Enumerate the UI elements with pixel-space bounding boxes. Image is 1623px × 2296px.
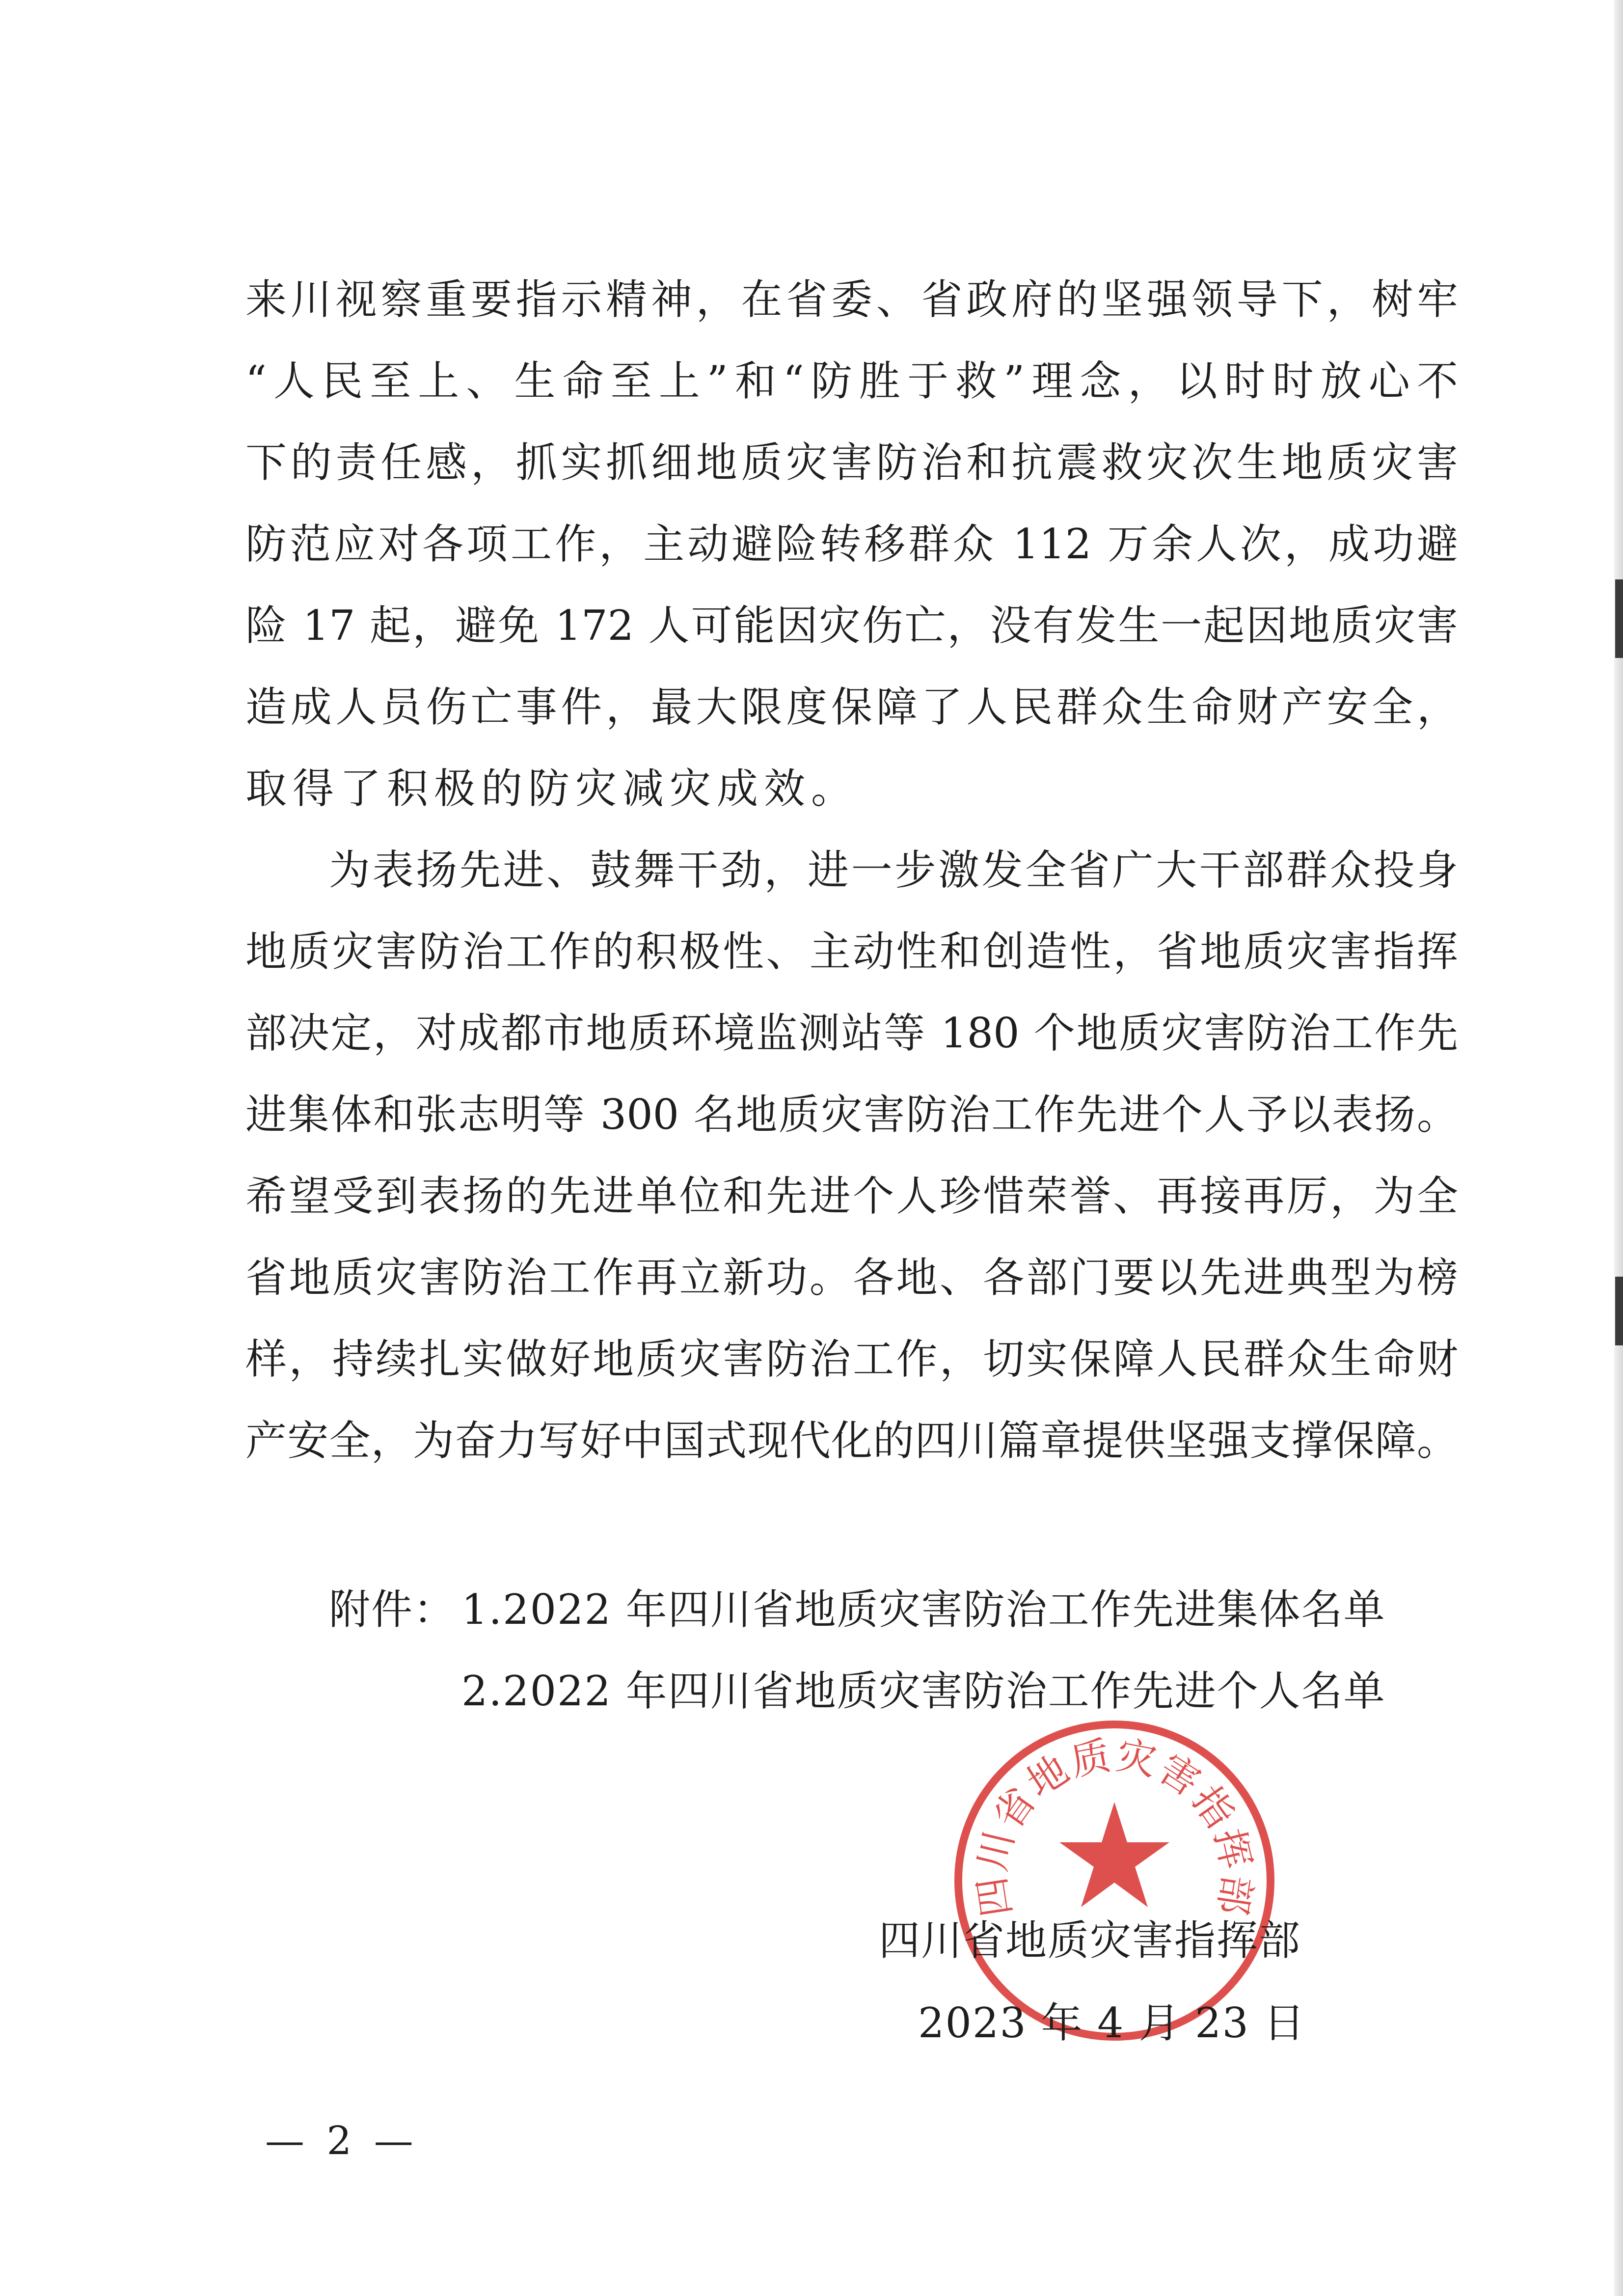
- page-number: — 2 —: [265, 2118, 418, 2163]
- body-line: 造成人员伤亡事件，最大限度保障了人民群众生命财产安全，: [245, 683, 1458, 731]
- seal-text: 四川省地质灾害指挥部: [969, 1732, 1260, 1920]
- seal-star-icon: [1059, 1802, 1169, 1907]
- scan-edge-mark: [1615, 1277, 1623, 1345]
- body-line: 险 17 起，避免 172 人可能因灾伤亡，没有发生一起因地质灾害: [245, 601, 1458, 650]
- body-line: “人民至上、生命至上”和“防胜于救”理念，以时时放心不: [245, 357, 1458, 405]
- body-line: 地质灾害防治工作的积极性、主动性和创造性，省地质灾害指挥: [245, 928, 1458, 976]
- scan-edge-mark: [1615, 579, 1623, 658]
- signing-organization: 四川省地质灾害指挥部: [879, 1916, 1301, 1965]
- body-line: 样，持续扎实做好地质灾害防治工作，切实保障人民群众生命财: [245, 1335, 1458, 1383]
- body-line: 进集体和张志明等 300 名地质灾害防治工作先进个人予以表扬。: [245, 1091, 1458, 1139]
- body-line: 希望受到表扬的先进单位和先进个人珍惜荣誉、再接再厉，为全: [245, 1172, 1458, 1220]
- attachment-item: 2.2022 年四川省地质灾害防治工作先进个人名单: [461, 1667, 1386, 1715]
- attachments-label: 附件：: [329, 1585, 456, 1634]
- scan-page-edge: [1614, 0, 1623, 2296]
- official-seal: [947, 1714, 1281, 2048]
- attachment-item: 1.2022 年四川省地质灾害防治工作先进集体名单: [461, 1585, 1386, 1634]
- body-line: 为表扬先进、鼓舞干劲，进一步激发全省广大干部群众投身: [329, 846, 1458, 894]
- body-line: 产安全，为奋力写好中国式现代化的四川篇章提供坚强支撑保障。: [245, 1417, 1458, 1465]
- body-line: 防范应对各项工作，主动避险转移群众 112 万余人次，成功避: [245, 520, 1458, 568]
- body-line: 来川视察重要指示精神，在省委、省政府的坚强领导下，树牢: [245, 275, 1458, 324]
- signing-date: 2023 年 4 月 23 日: [918, 1999, 1306, 2047]
- body-line: 下的责任感，抓实抓细地质灾害防治和抗震救灾次生地质灾害: [245, 438, 1458, 487]
- body-line: 部决定，对成都市地质环境监测站等 180 个地质灾害防治工作先: [245, 1009, 1458, 1057]
- body-line: 取得了积极的防灾减灾成效。: [245, 765, 859, 813]
- body-line: 省地质灾害防治工作再立新功。各地、各部门要以先进典型为榜: [245, 1254, 1458, 1302]
